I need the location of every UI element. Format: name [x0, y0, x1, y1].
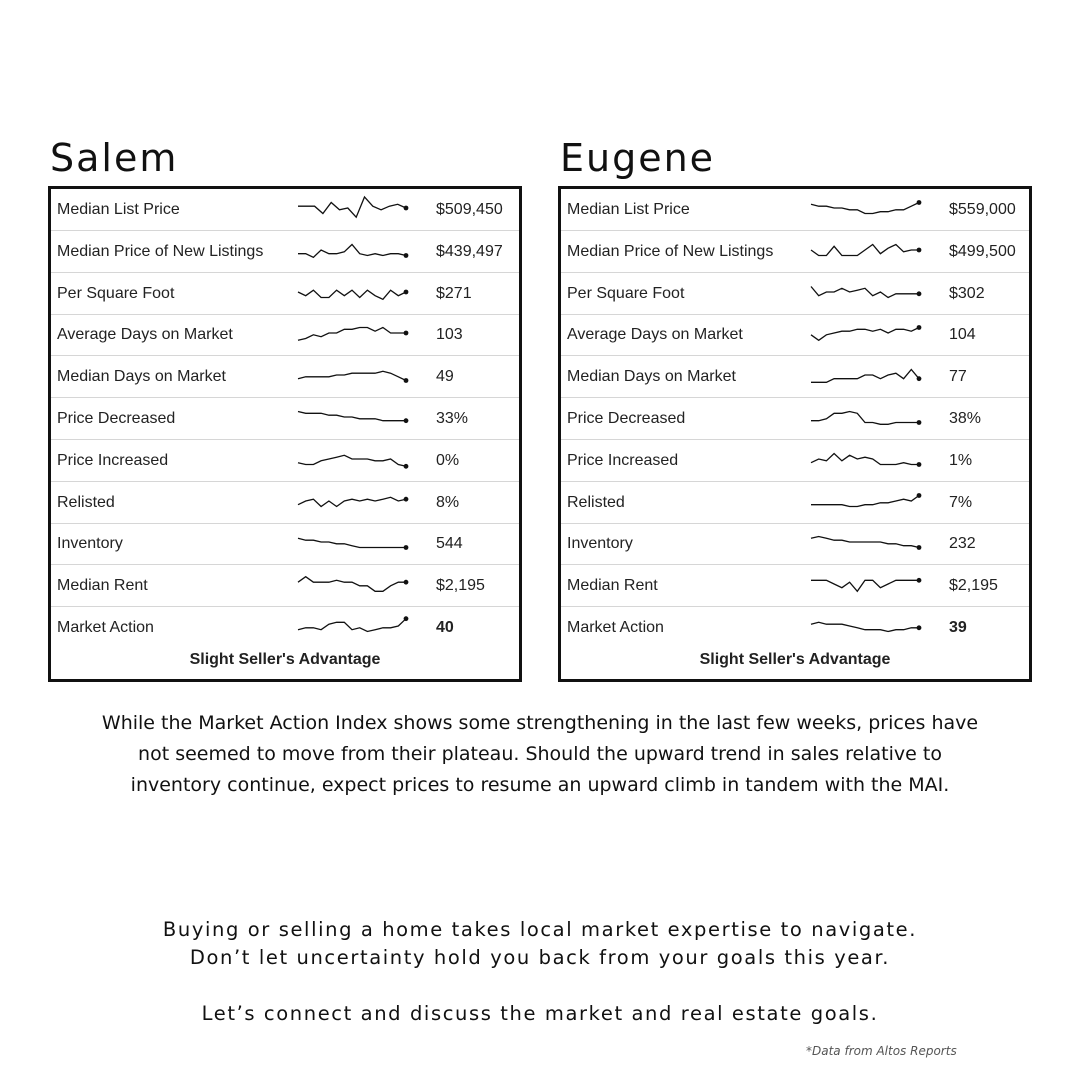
sparkline-trend-line [298, 455, 406, 466]
eugene-stats-panel [558, 186, 1032, 682]
stat-value: 8% [436, 493, 460, 511]
stat-row [561, 565, 1029, 607]
stat-value: $2,195 [436, 577, 485, 595]
sparkline-end-dot [404, 545, 409, 550]
stat-value: 49 [436, 368, 454, 386]
stat-value: 104 [949, 326, 976, 344]
stat-label: Median Price of New Listings [567, 242, 774, 260]
stat-label: Relisted [57, 493, 115, 511]
sparkline-chart [297, 570, 411, 598]
sparkline-trend-line [811, 622, 919, 631]
stat-value: 1% [949, 451, 973, 469]
sparkline-end-dot [917, 247, 922, 252]
stat-row [561, 607, 1029, 649]
stat-row [561, 523, 1029, 565]
sparkline-end-dot [404, 616, 409, 621]
stat-value: 103 [436, 326, 463, 344]
sparkline-trend-line [298, 290, 406, 299]
sparkline-chart [297, 612, 411, 640]
stat-row [51, 314, 519, 356]
stat-label: Price Increased [57, 451, 169, 469]
sparkline-end-dot [404, 253, 409, 258]
sparkline-end-dot [404, 418, 409, 423]
stat-label: Median Rent [57, 577, 148, 595]
stat-value: 77 [949, 368, 967, 386]
stat-row [561, 231, 1029, 273]
sparkline-end-dot [917, 462, 922, 467]
sparkline-chart [810, 570, 924, 598]
sparkline-end-dot [917, 200, 922, 205]
salem-stats-panel [48, 186, 522, 682]
sparkline-chart [810, 487, 924, 515]
sparkline-end-dot [917, 625, 922, 630]
sparkline-chart [297, 236, 411, 264]
stat-value: 33% [436, 410, 469, 427]
stat-value: 544 [436, 535, 463, 553]
sparkline-end-dot [404, 206, 409, 211]
stat-value: $271 [436, 284, 472, 302]
stat-label: Price Decreased [57, 410, 176, 427]
sparkline-chart [810, 236, 924, 264]
cta-line-3: Let’s connect and discuss the market and real estate goals. [201, 1002, 879, 1025]
sparkline-chart [297, 361, 411, 389]
sparkline-chart [810, 194, 924, 222]
stat-label: Inventory [567, 535, 633, 553]
stat-value: 232 [949, 535, 976, 553]
stat-row [51, 398, 519, 440]
stat-value: $302 [949, 284, 985, 302]
stat-label: Median Days on Market [567, 368, 736, 386]
stat-label: Inventory [57, 535, 123, 553]
sparkline-trend-line [298, 577, 406, 592]
sparkline-end-dot [917, 545, 922, 550]
stat-row [51, 189, 519, 231]
eugene-title: Eugene [560, 136, 716, 180]
sparkline-end-dot [404, 331, 409, 336]
sparkline-chart [810, 528, 924, 556]
stat-label: Price Decreased [567, 410, 686, 427]
stat-value: $559,000 [949, 201, 1016, 218]
stat-row [561, 273, 1029, 315]
stat-label: Median List Price [567, 201, 690, 218]
stat-row [561, 482, 1029, 524]
stat-row [561, 398, 1029, 440]
sparkline-end-dot [917, 376, 922, 381]
sparkline-chart [297, 528, 411, 556]
salem-title: Salem [50, 136, 179, 180]
sparkline-chart [297, 319, 411, 347]
stat-label: Price Increased [567, 451, 679, 469]
stat-value: $499,500 [949, 242, 1016, 260]
sparkline-chart [297, 278, 411, 306]
sparkline-chart [297, 403, 411, 431]
stat-label: Median Rent [567, 577, 658, 595]
stat-label: Average Days on Market [567, 326, 743, 344]
sparkline-trend-line [298, 371, 406, 380]
sparkline-trend-line [298, 197, 406, 217]
stat-label: Median List Price [57, 201, 180, 218]
sparkline-trend-line [298, 539, 406, 548]
sparkline-trend-line [811, 537, 919, 548]
sparkline-chart [810, 319, 924, 347]
sparkline-trend-line [811, 203, 919, 214]
sparkline-trend-line [811, 495, 919, 506]
stat-label: Per Square Foot [567, 284, 685, 302]
stat-value: 39 [949, 619, 967, 636]
stat-value: $439,497 [436, 242, 503, 260]
sparkline-end-dot [917, 493, 922, 498]
sparkline-end-dot [917, 291, 922, 296]
sparkline-chart [297, 487, 411, 515]
stat-value: 38% [949, 410, 982, 427]
stat-row [561, 356, 1029, 398]
market-condition-label: Slight Seller's Advantage [699, 650, 891, 668]
sparkline-chart [297, 445, 411, 473]
stat-value: $509,450 [436, 201, 503, 218]
stat-row [561, 314, 1029, 356]
stat-row [561, 440, 1029, 482]
stat-row [51, 607, 519, 649]
sparkline-trend-line [298, 328, 406, 341]
sparkline-chart [810, 445, 924, 473]
source-note: *Data from Altos Reports [806, 1044, 957, 1058]
sparkline-end-dot [404, 378, 409, 383]
sparkline-trend-line [298, 244, 406, 257]
sparkline-trend-line [811, 453, 919, 464]
market-condition-label: Slight Seller's Advantage [189, 650, 381, 668]
stat-label: Median Price of New Listings [57, 242, 264, 260]
sparkline-trend-line [298, 619, 406, 632]
stat-value: 7% [949, 493, 973, 511]
stat-row [51, 273, 519, 315]
stat-label: Market Action [567, 619, 664, 636]
stat-row [51, 565, 519, 607]
stat-row [561, 189, 1029, 231]
sparkline-trend-line [298, 412, 406, 421]
sparkline-end-dot [404, 580, 409, 585]
stat-value: 40 [436, 619, 454, 636]
sparkline-trend-line [811, 328, 919, 341]
sparkline-trend-line [811, 370, 919, 383]
stat-label: Average Days on Market [57, 326, 233, 344]
stat-row [51, 482, 519, 524]
market-summary-paragraph: While the Market Action Index shows some strengthening in the last few weeks, prices have not seemed to move from their plateau. Should the upward trend in sales relative to inventory continue, expect prices to resume an upward climb in tandem with the MAI. [101, 712, 979, 796]
sparkline-trend-line [811, 580, 919, 591]
sparkline-chart [810, 612, 924, 640]
cta-line-1: Buying or selling a home takes local market expertise to navigate. [162, 918, 918, 941]
sparkline-trend-line [811, 286, 919, 297]
sparkline-chart [810, 361, 924, 389]
sparkline-trend-line [811, 244, 919, 255]
stat-value: 0% [436, 451, 460, 469]
sparkline-end-dot [917, 420, 922, 425]
stat-row [51, 231, 519, 273]
sparkline-chart [297, 194, 411, 222]
stat-row [51, 440, 519, 482]
sparkline-trend-line [811, 412, 919, 425]
stat-row [51, 356, 519, 398]
stat-label: Per Square Foot [57, 284, 175, 302]
sparkline-end-dot [404, 496, 409, 501]
stat-label: Market Action [57, 619, 154, 636]
sparkline-end-dot [917, 325, 922, 330]
sparkline-chart [810, 278, 924, 306]
sparkline-trend-line [298, 497, 406, 506]
stat-label: Relisted [567, 493, 625, 511]
stat-row [51, 523, 519, 565]
sparkline-chart [810, 403, 924, 431]
cta-line-2: Don’t let uncertainty hold you back from your goals this year. [189, 946, 891, 969]
stat-label: Median Days on Market [57, 368, 226, 386]
stat-value: $2,195 [949, 577, 998, 595]
sparkline-end-dot [404, 464, 409, 469]
sparkline-end-dot [404, 289, 409, 294]
sparkline-end-dot [917, 578, 922, 583]
